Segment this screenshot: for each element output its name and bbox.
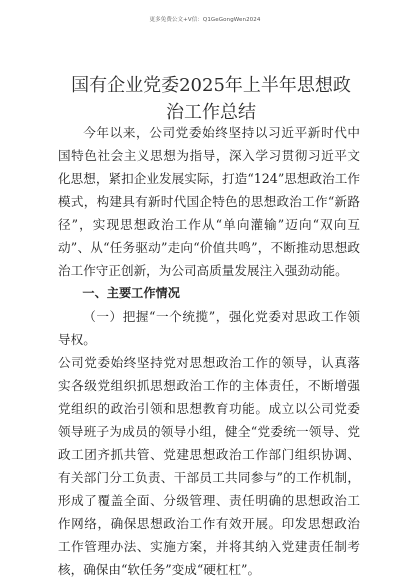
document-body (58, 121, 360, 581)
document-title: 国有企业党委2025年上半年思想政治工作总结 (71, 75, 351, 123)
subsection-heading: （一）把握“一个统揽”，强化党委对思政工作领导权。 (58, 309, 360, 347)
section-heading: 一、主要工作情况 (82, 286, 180, 300)
header-watermark: 更多免费公文+V信：Q1GeGongWen2024 (149, 17, 261, 23)
intro-paragraph: 今年以来，公司党委始终坚持以习近平新时代中国特色社会主义思想为指导，深入学习贯彻习近平文化思想，紧扣企业发展实际，打造“124”思想政治工作模式，构建具有新时代国企特色的思想政治工作“新路径”，实现思想政治工作从“单向灌输”迈向“双向互动”、从“任务驱动”走向“价值共鸣”，不断推动思想政治工作守正创新，为公司高质量发展注入强劲动能。 (58, 125, 360, 278)
subsection-paragraph: 公司党委始终坚持党对思想政治工作的领导，认真落实各级党组织抓思想政治工作的主体责任，不断增强党组织的政治引领和思想教育功能。成立以公司党委领导班子为成员的领导小组，健全“党委统一领导、党政工团齐抓共管、党建思想政治工作部门组织协调、有关部门分工负责、干部员工共同参与”的工作机制，形成了覆盖全面、分级管理、责任明确的思想政治工作网络，确保思想政治工作有效开展。印发思想政治工作管理办法、实施方案，并将其纳入党建责任制考核，确保由“软任务”变成“硬杠杠”。 (58, 355, 360, 577)
